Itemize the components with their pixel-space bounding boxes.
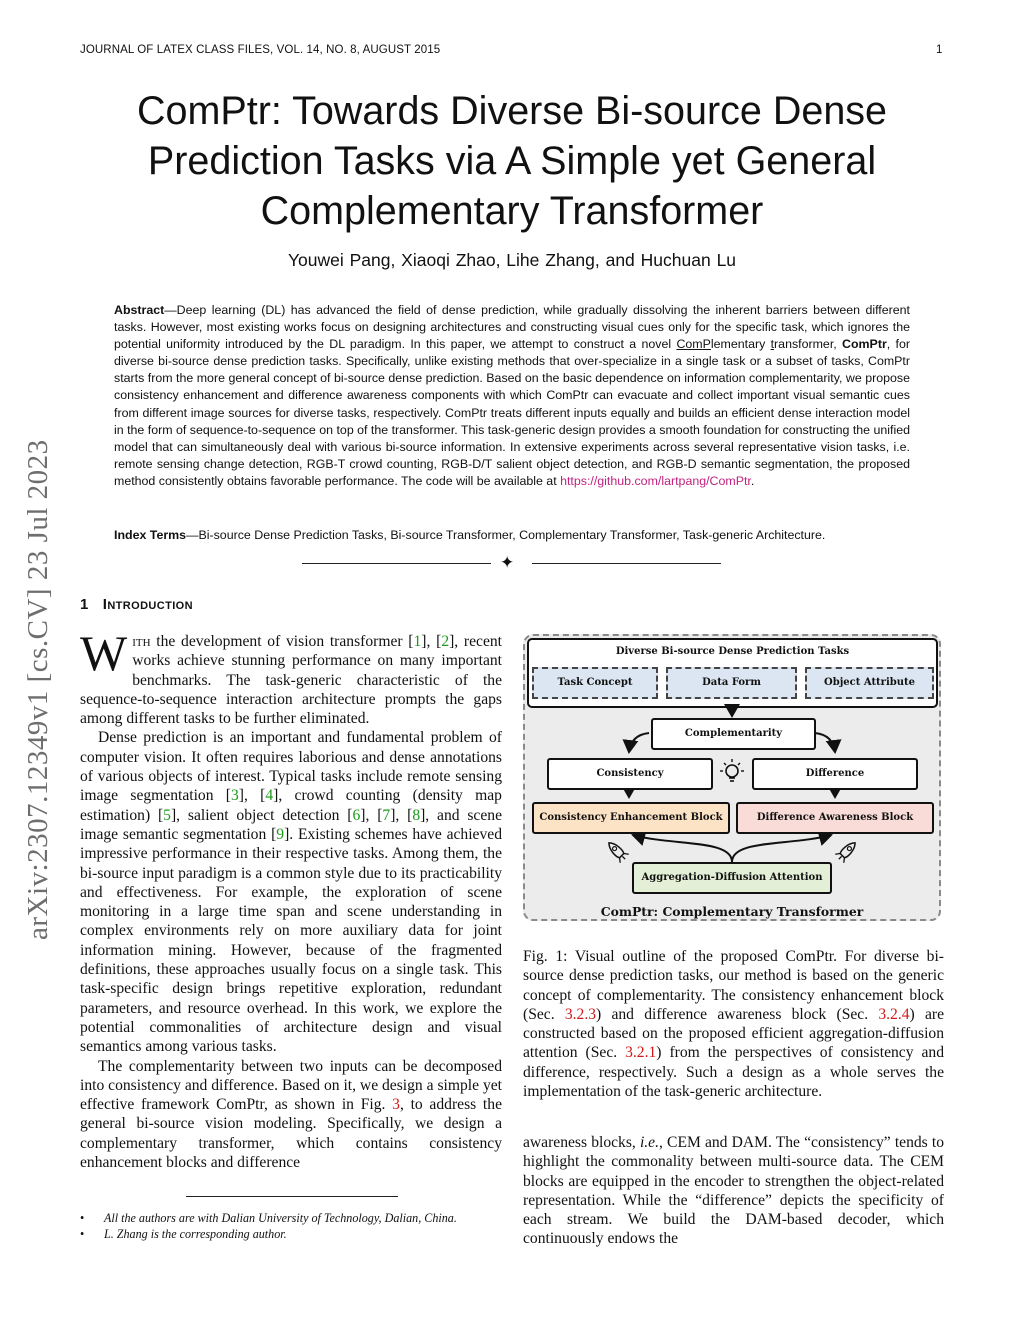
figure-tasks-title: Diverse Bi-source Dense Prediction Tasks: [615, 646, 850, 657]
section-ref-link[interactable]: 3.2.3: [564, 1005, 597, 1023]
section-heading: [80, 596, 193, 613]
figure-aggregation-diffusion-attention: Aggregation-Diffusion Attention: [632, 862, 832, 894]
figure-ref-link[interactable]: 3: [392, 1096, 400, 1114]
separator-rule-right: [532, 563, 721, 564]
figure-consistency-enhancement-block: Consistency Enhancement Block: [532, 802, 730, 834]
citation-link[interactable]: 4: [265, 787, 274, 805]
arrow-icon: [633, 835, 732, 862]
section-title: Introduction: [102, 596, 193, 613]
index-terms: Index Terms—Bi-source Dense Prediction Tasks, Bi-source Transformer, Complementary Transformer, Task-generic Architecture.: [114, 528, 826, 542]
index-terms-label: Index Terms: [114, 528, 187, 542]
intro-right-column: awareness blocks, i.e., CEM and DAM. The “consistency” tends to highlight the commonality between multi-source data. The CEM blocks are equipped in the encoder to strengthen the object-related representation. While the “difference” depicts the specificity of each stream. We build the DAM-based decoder, which continuously endows the: [523, 1134, 945, 1248]
citation-link[interactable]: 9: [276, 825, 285, 843]
abstract: Abstract—Deep learning (DL) has advanced the field of dense prediction, while gradually dissolving the inherent barriers between different tasks. However, most existing works focus on designing architectures and constructing visual cues only for the specific task, which ignores the potential uniformity introduced by the DL paradigm. In this paper, we attempt to construct a novel ComPlementary transformer, ComPtr, for diverse bi-source dense prediction tasks. Specifically, unlike existing methods that over-specialize in a single task or a subset of tasks, ComPtr starts from the more general concept of bi-source dense prediction. Based on the basic dependence on information complementarity, we propose consistency enhancement and difference awareness components with which ComPtr can evacuate and collect important visual semantic cues from different image sources for diverse tasks, respectively. ComPtr treats different inputs equally and builds an efficient dense interaction model in the form of sequence-to-sequence on top of the transformer. This task-generic design provides a smooth foundation for constructing the unified model that can simultaneously deal with various bi-source information. In extensive experiments across several representative vision tasks, i.e. remote sensing change detection, RGB-T crowd counting, RGB-D/T salient object detection, and RGB-D semantic segmentation, the proposed method consistently obtains favorable performance. The code will be available at https://github.com/lartpang/ComPtr.: [114, 303, 910, 488]
figure-complementarity: Complementarity: [651, 718, 816, 750]
citation-link[interactable]: 2: [441, 633, 450, 650]
figure-caption: Fig. 1: Visual outline of the proposed ComPtr. For diverse bi-source dense prediction tasks, our method is based on the generic concept of complementarity. The consistency enhancement block (Sec. 3.2.3) and difference awareness block (Sec. 3.2.4) are constructed based on the proposed efficient aggregation-diffusion attention (Sec. 3.2.1) from the perspectives of consistency and difference, respectively. Such a design as a whole serves the implementation of the task-generic architecture.: [523, 948, 944, 1101]
intro-left-column: [80, 625, 503, 1172]
page-number: 1: [936, 44, 943, 56]
dropcap: W: [80, 625, 128, 681]
citation-link[interactable]: 3: [231, 787, 239, 805]
footnote: • L. Zhang is the corresponding author.: [80, 1226, 502, 1242]
figure-inner-title: ComPtr: Complementary Transformer: [600, 904, 864, 919]
separator-diamond-icon: ✦: [500, 553, 515, 572]
citation-link[interactable]: 5: [163, 806, 171, 824]
figure-object-attribute: Object Attribute: [805, 667, 934, 699]
footnotes: [80, 1210, 502, 1242]
method-name: ComPtr: [842, 337, 887, 352]
arrow-icon: [732, 835, 831, 862]
citation-link[interactable]: 6: [352, 806, 361, 824]
footnote-rule: [186, 1196, 398, 1197]
separator-rule-left: [302, 563, 491, 564]
running-head: JOURNAL OF LATEX CLASS FILES, VOL. 14, NO. 8, AUGUST 2015: [80, 44, 441, 56]
abstract-label: Abstract: [114, 303, 165, 317]
figure-consistency: Consistency: [547, 758, 713, 790]
figure-data-form: Data Form: [666, 667, 797, 699]
author-list: Youwei Pang, Xiaoqi Zhao, Lihe Zhang, and Huchuan Lu: [287, 250, 737, 270]
figure-difference: Difference: [752, 758, 918, 790]
footnote: • All the authors are with Dalian University of Technology, Dalian, China.: [80, 1210, 502, 1226]
rocket-icon: [835, 839, 860, 864]
arrow-icon: [815, 733, 835, 752]
citation-link[interactable]: 8: [412, 806, 421, 824]
citation-link[interactable]: 7: [382, 806, 391, 824]
section-ref-link[interactable]: 3.2.1: [625, 1044, 657, 1062]
arrow-icon: [629, 733, 649, 752]
paper-title: ComPtr: Towards Diverse Bi-source Dense Prediction Tasks via A Simple yet General Complementary Transformer: [136, 89, 888, 233]
lightbulb-icon: [720, 759, 744, 781]
section-ref-link[interactable]: 3.2.4: [878, 1005, 910, 1023]
code-link[interactable]: https://github.com/lartpang/ComPtr: [560, 473, 751, 488]
paragraph: With the development of vision transformer [1], [2], recent works achieve stunning performance on many important benchmarks. The task-generic characteristic of the sequence-to-sequence interaction architecture prompts the gaps among different tasks to be further eliminated.: [80, 625, 503, 728]
figure-difference-awareness-block: Difference Awareness Block: [736, 802, 934, 834]
arxiv-stamp: arXiv:2307.12349v1 [cs.CV] 23 Jul 2023: [22, 439, 54, 940]
paragraph: The complementarity between two inputs can be decomposed into consistency and difference. Based on it, we design a simple yet effective framework ComPtr, as shown in Fig. 3, to address the general bi-source vision modeling. Specifically, we design a complementary transformer, which contains consistency enhancement blocks and difference: [80, 1057, 502, 1172]
section-number: 1: [80, 596, 89, 613]
citation-link[interactable]: 1: [413, 633, 422, 650]
figure-task-concept: Task Concept: [532, 667, 658, 699]
paragraph: Dense prediction is an important and fundamental problem of computer vision. It often requires laborious and dense annotations of various objects of interest. Typical tasks include remote sensing image segmentation [3], [4], crowd counting (density map estimation) [5], salient object detection [6], [7], [8], and scene image semantic segmentation [9]. Existing schemes have achieved impressive performance in their respective tasks. Among them, the bi-source input paradigm is a common style due to its practicability and effectiveness. For example, the exploration of scene monitoring in a large time span and scene understanding in complex environments rely on more auxiliary data for joint information mining. However, because of the fragmented definitions, these approaches usually focus on a single task. This task-specific design brings repetitive exploration, redundant parameters, and resource overhead. In this work, we explore the potential commonalities of architecture design and visual semantics among various tasks.: [80, 729, 502, 1056]
rocket-icon: [605, 839, 630, 864]
